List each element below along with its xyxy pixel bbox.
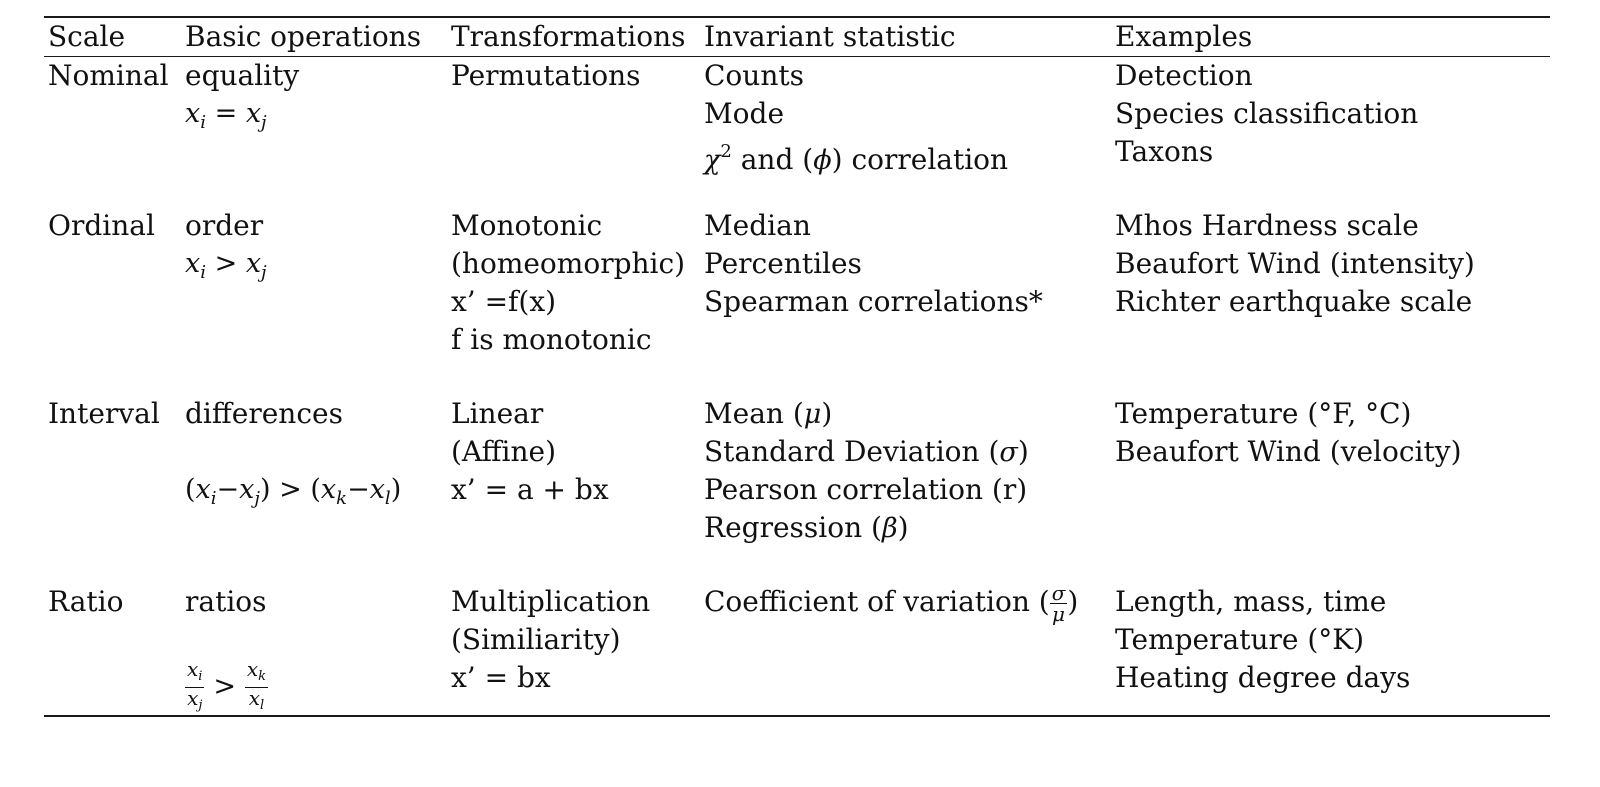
trans-ratio (451, 583, 650, 697)
ex-nominal-3: Taxons (1115, 135, 1214, 168)
ops-interval (185, 395, 401, 509)
ex-ordinal-3: Richter earthquake scale (1115, 285, 1473, 318)
trans-nominal (451, 57, 641, 95)
ex-interval (1115, 395, 1462, 471)
ops-nominal (185, 57, 299, 133)
table-header-row (44, 18, 1550, 56)
math-gt: > (279, 474, 302, 505)
math-x: x (185, 98, 201, 129)
scales-table (44, 16, 1550, 717)
math-sub-i: i (198, 669, 203, 684)
math-sub-k: k (258, 669, 267, 684)
scale-ordinal: Ordinal (48, 209, 155, 242)
header-scale: Scale (48, 20, 126, 53)
trans-ordinal-1: Monotonic (451, 209, 603, 242)
math-sub-l: l (260, 698, 265, 713)
stat-ratio-cv (704, 581, 1079, 626)
math-x: x (195, 474, 211, 505)
math-sub-j: j (254, 488, 260, 509)
stat-nominal-mode: Mode (704, 97, 785, 130)
ex-nominal-2: Species classification (1115, 97, 1419, 130)
ex-ratio-1: Length, mass, time (1115, 585, 1387, 618)
math-sub-i: i (200, 112, 206, 133)
header-transformations: Transformations (451, 20, 686, 53)
trans-ordinal-3: x’ =f(x) (451, 285, 557, 318)
math-close: ) (260, 474, 271, 505)
math-sub-k: k (336, 488, 348, 509)
ops-interval-formula (185, 471, 401, 509)
stat-interval-sd-text: Standard Deviation ( (704, 435, 1000, 468)
stat-nominal (704, 57, 1009, 176)
stat-interval-mean-text: Mean ( (704, 397, 804, 430)
scale-interval: Interval (48, 397, 160, 430)
stat-interval-mean (704, 395, 1029, 433)
math-x: x (187, 686, 199, 710)
table-row-interval (44, 395, 1550, 583)
frac-num (245, 659, 268, 688)
math-minus: − (216, 474, 240, 505)
trans-ratio-2: (Similiarity) (451, 623, 621, 656)
ops-nominal-formula (185, 95, 299, 133)
trans-ordinal (451, 207, 685, 359)
stat-ordinal (704, 207, 1043, 321)
math-open: ( (310, 474, 321, 505)
ops-ratio-text: ratios (185, 585, 267, 618)
math-x: x (246, 657, 259, 681)
trans-interval-2: (Affine) (451, 435, 557, 468)
math-open: ( (185, 474, 196, 505)
stat-ordinal-1: Median (704, 209, 811, 242)
stat-ordinal-3: Spearman correlations* (704, 285, 1043, 318)
ex-nominal (1115, 57, 1418, 171)
math-sub-i: i (200, 262, 206, 283)
math-x: x (245, 248, 262, 279)
math-x: x (248, 686, 261, 710)
math-sub-i: i (210, 488, 217, 509)
ops-ratio-spacer (185, 621, 268, 659)
trans-ratio-1: Multiplication (451, 585, 651, 618)
math-gt: > (213, 671, 236, 702)
frac-sigma-mu (1050, 583, 1068, 624)
stat-nominal-counts: Counts (704, 59, 804, 92)
frac-den: μ (1052, 602, 1066, 626)
math-sup-2: 2 (720, 141, 732, 162)
math-x: x (185, 248, 201, 279)
stat-nominal-chi (704, 133, 1009, 176)
scale-ratio: Ratio (48, 585, 124, 618)
ops-ordinal-formula (185, 245, 267, 283)
ex-ratio-2: Temperature (°K) (1115, 623, 1365, 656)
ex-interval-1: Temperature (°F, °C) (1115, 397, 1412, 430)
trans-ordinal-4: f is monotonic (451, 323, 652, 356)
ops-ordinal (185, 207, 267, 283)
header-basic-operations: Basic operations (185, 20, 422, 53)
trans-interval (451, 395, 609, 509)
frac-xi-xj (185, 659, 204, 716)
frac-den (245, 688, 268, 716)
math-sub-j: j (261, 262, 267, 283)
stat-interval (704, 395, 1029, 547)
header-invariant-statistic: Invariant statistic (704, 20, 956, 53)
stat-nominal-corr-text: ) correlation (831, 143, 1009, 176)
scale-nominal: Nominal (48, 59, 169, 92)
math-x: x (369, 474, 385, 505)
math-sub-l: l (384, 488, 391, 509)
math-phi: ϕ (813, 145, 832, 176)
math-eq: = (214, 98, 238, 129)
stat-interval-sd (704, 433, 1029, 471)
stat-close: ) (897, 511, 909, 544)
math-sub-j: j (198, 698, 203, 713)
ex-ratio (1115, 583, 1410, 697)
math-gt: > (214, 248, 238, 279)
ops-ordinal-text: order (185, 209, 264, 242)
ops-ratio-formula (185, 657, 268, 713)
header-examples: Examples (1115, 20, 1253, 53)
stat-close: ) (1017, 435, 1029, 468)
table-row-ordinal (44, 207, 1550, 395)
math-minus: − (347, 474, 370, 505)
ex-interval-2: Beaufort Wind (velocity) (1115, 435, 1462, 468)
trans-ordinal-2: (homeomorphic) (451, 247, 686, 280)
ex-ordinal-1: Mhos Hardness scale (1115, 209, 1419, 242)
trans-nominal-text: Permutations (451, 59, 641, 92)
table-bottom-rule (44, 715, 1550, 717)
trans-interval-1: Linear (451, 397, 544, 430)
math-sigma: σ (999, 437, 1018, 468)
frac-num (185, 659, 204, 688)
stat-close: ) (821, 397, 833, 430)
math-beta: β (881, 513, 898, 544)
math-x: x (187, 657, 199, 681)
ex-nominal-1: Detection (1115, 59, 1253, 92)
math-mu: μ (803, 399, 822, 430)
frac-num: σ (1051, 581, 1066, 605)
stat-ordinal-2: Percentiles (704, 247, 862, 280)
trans-interval-3: x’ = a + bx (451, 473, 609, 506)
table-row-nominal (44, 57, 1550, 207)
ops-interval-spacer (185, 433, 401, 471)
ex-ratio-3: Heating degree days (1115, 661, 1411, 694)
stat-ratio (704, 581, 1079, 626)
ex-ordinal (1115, 207, 1475, 321)
math-x: x (245, 98, 262, 129)
stat-nominal-chi-text: and ( (740, 143, 814, 176)
stat-ratio-cv-text: Coefficient of variation ( (704, 585, 1050, 618)
ex-ordinal-2: Beaufort Wind (intensity) (1115, 247, 1475, 280)
stat-interval-regression-text: Regression ( (704, 511, 882, 544)
stat-interval-pearson: Pearson correlation (r) (704, 473, 1028, 506)
stat-interval-regression (704, 509, 1029, 547)
frac-den (185, 688, 204, 716)
math-close: ) (390, 474, 402, 505)
ops-ratio (185, 583, 268, 713)
ops-nominal-text: equality (185, 59, 300, 92)
math-x: x (239, 474, 255, 505)
math-x: x (320, 474, 337, 505)
ops-interval-text: differences (185, 397, 343, 430)
math-sub-j: j (261, 112, 267, 133)
table-row-ratio (44, 583, 1550, 715)
trans-ratio-3: x’ = bx (451, 661, 551, 694)
frac-xk-xl (245, 659, 268, 716)
math-chi: χ (704, 145, 721, 176)
math-close: ) (1067, 585, 1079, 618)
